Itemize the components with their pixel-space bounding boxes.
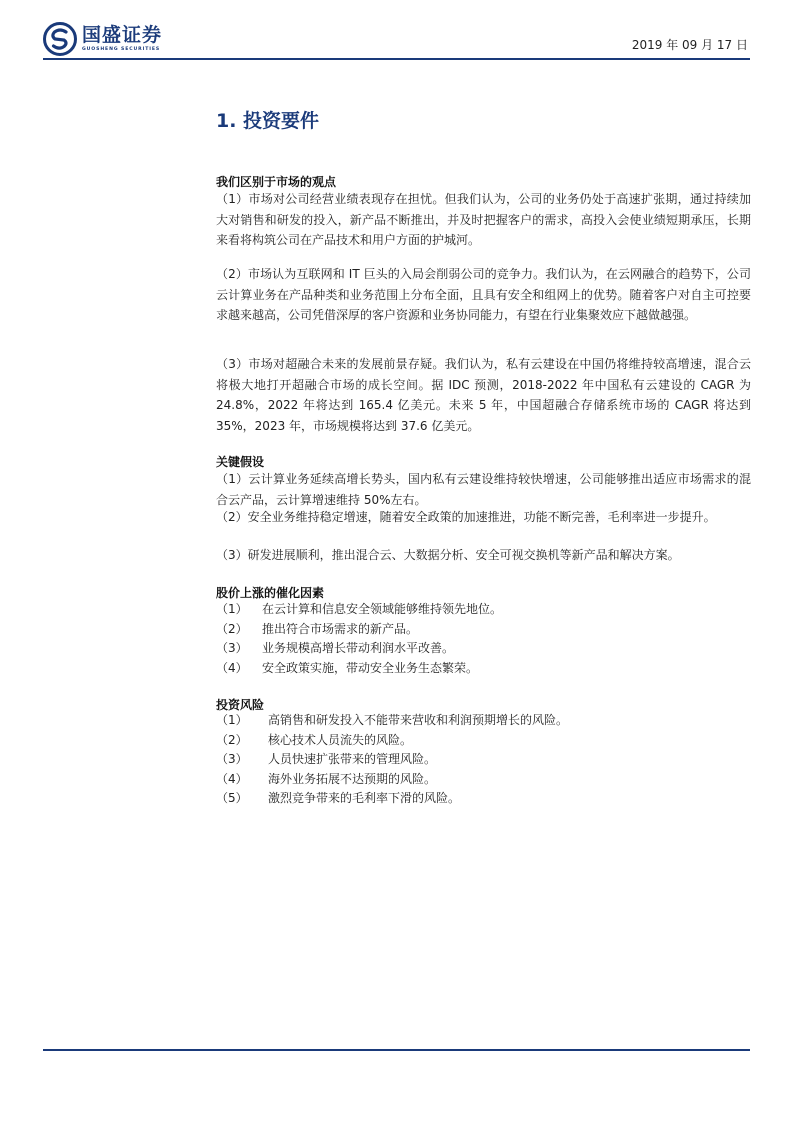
item-number: （1）: [216, 602, 248, 616]
list-item: [216, 789, 751, 809]
risks-title: 投资风险: [216, 698, 265, 712]
item-number: （4）: [216, 660, 248, 675]
views-paragraph-1: （1）市场对公司经营业绩表现存在担忧。但我们认为，公司的业务仍处于高速扩张期，通过持续加大对销售和研发的投入，新产品不断推出，并及时把握客户的需求，高投入会使业绩短期承压，长期来看将构筑公司在产品技术和用户方面的护城河。: [216, 192, 751, 247]
item-text: 业务规模高增长带动利润水平改善。: [262, 641, 455, 656]
item-number: （5）: [216, 791, 248, 806]
page-header: [0, 0, 793, 62]
footer-divider: [43, 1049, 750, 1051]
guosheng-logo-icon: [43, 22, 77, 56]
assumptions-paragraph-3: （3）研发进展顺利，推出混合云、大数据分析、安全可视交换机等新产品和解决方案。: [216, 548, 680, 562]
item-number: （2）: [216, 732, 248, 747]
brand-name-en: GUOSHENG SECURITIES: [82, 47, 161, 52]
item-text: 人员快速扩张带来的管理风险。: [268, 752, 437, 767]
assumptions-title: 关键假设: [216, 455, 265, 469]
views-paragraph-2: （2）市场认为互联网和 IT 巨头的入局会削弱公司的竞争力。我们认为，在云网融合的趋势下，公司云计算业务在产品种类和业务范围上分布全面，且具有安全和组网上的优势。随着客户对自主可控要求越来越高，公司凭借深厚的客户资源和业务协同能力，有望在行业集聚效应下越做越强。: [216, 267, 751, 322]
list-item: [216, 639, 751, 659]
list-item: [216, 600, 751, 620]
item-number: （4）: [216, 771, 248, 786]
item-text: 在云计算和信息安全领域能够维持领先地位。: [262, 602, 503, 616]
item-number: （3）: [216, 641, 248, 656]
list-item: [216, 659, 751, 679]
report-date: 2019 年 09 月 17 日: [631, 38, 748, 52]
header-divider: [43, 58, 750, 60]
catalysts-title: 股价上涨的催化因素: [216, 586, 325, 600]
item-text: 高销售和研发投入不能带来营收和利润预期增长的风险。: [268, 713, 569, 727]
assumptions-paragraph-2: （2）安全业务维持稳定增速，随着安全政策的加速推进，功能不断完善，毛利率进一步提升。: [216, 510, 716, 524]
item-text: 推出符合市场需求的新产品。: [262, 621, 419, 636]
item-number: （3）: [216, 752, 248, 767]
list-item: [216, 750, 751, 770]
item-text: 激烈竞争带来的毛利率下滑的风险。: [268, 791, 461, 806]
views-title: 我们区别于市场的观点: [216, 175, 337, 189]
section-heading: 1. 投资要件: [216, 110, 320, 132]
brand-logo: [43, 22, 162, 56]
risks-list: [216, 711, 751, 809]
item-number: （1）: [216, 713, 248, 727]
item-number: （2）: [216, 621, 248, 636]
brand-name-cn: 国盛证券: [82, 24, 163, 46]
assumptions-paragraph-1: （1）云计算业务延续高增长势头，国内私有云建设维持较快增速，公司能够推出适应市场需求的混合云产品，云计算增速维持 50%左右。: [216, 472, 751, 507]
views-paragraph-3: （3）市场对超融合未来的发展前景存疑。我们认为，私有云建设在中国仍将维持较高增速，混合云将极大地打开超融合市场的成长空间。据 IDC 预测，2018-2022 年中国私有云建设的 CAGR 为 24.8%，2022 年将达到 165.4 亿美元。未来 5 年，中国超融合存储系统市场的 CAGR 将达到 35%，2023 年，市场规模将达到 37.6 亿美元。: [216, 357, 751, 433]
list-item: [216, 770, 751, 790]
item-text: 核心技术人员流失的风险。: [268, 732, 413, 747]
list-item: [216, 711, 751, 731]
item-text: 海外业务拓展不达预期的风险。: [268, 771, 437, 786]
item-text: 安全政策实施，带动安全业务生态繁荣。: [262, 660, 479, 675]
list-item: [216, 731, 751, 751]
list-item: [216, 620, 751, 640]
catalysts-list: [216, 600, 751, 678]
